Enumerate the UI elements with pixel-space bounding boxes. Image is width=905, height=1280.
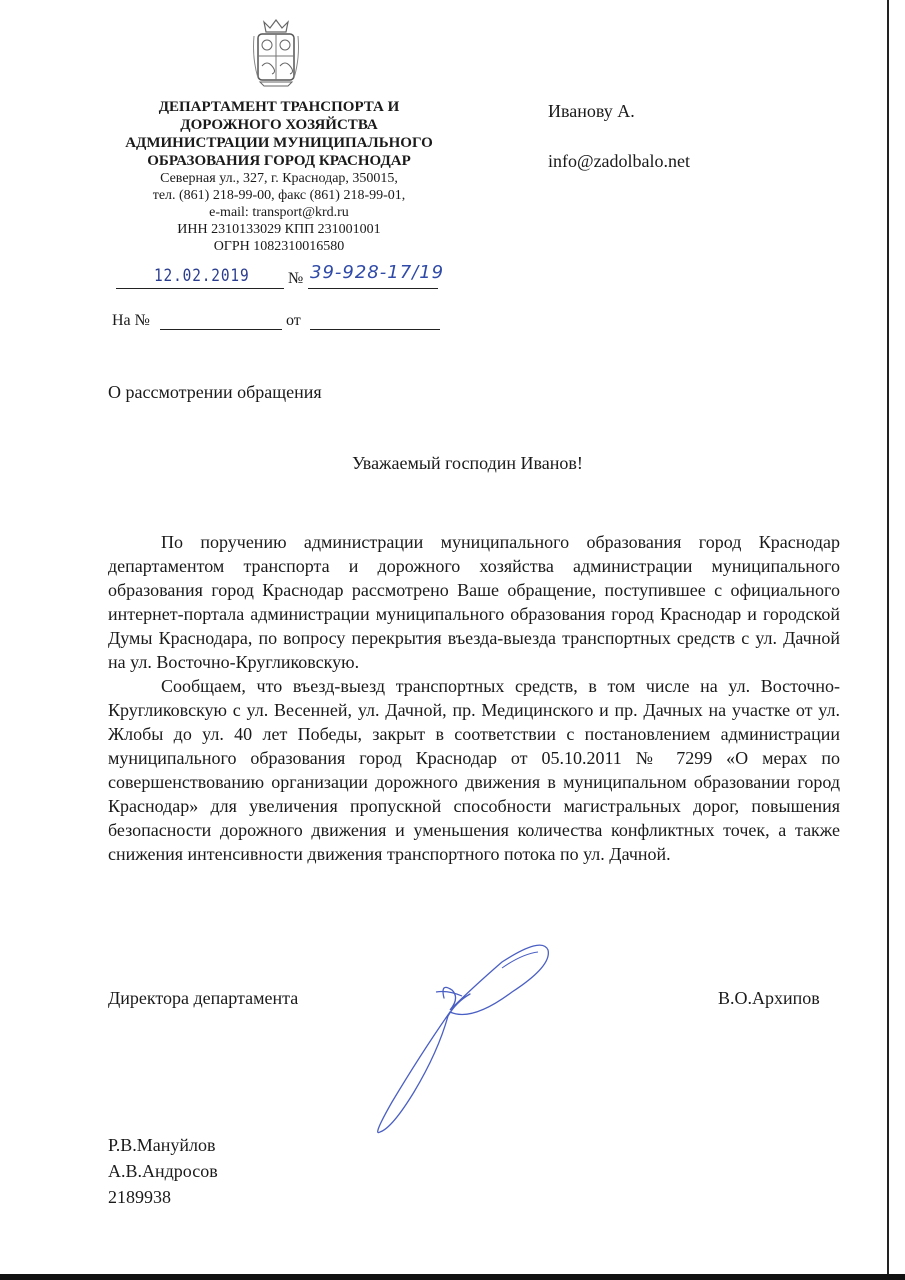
number-label: №: [288, 270, 304, 287]
reference-row: [112, 312, 452, 334]
scan-edge-right: [887, 0, 905, 1280]
reference-number-blank: [160, 329, 282, 330]
dept-email: e-mail: transport@krd.ru: [209, 205, 349, 220]
registration-date-stamp: 12.02.2019: [154, 266, 250, 286]
date-underline: [116, 288, 284, 289]
reference-from-label: от: [286, 312, 301, 329]
letter-greeting: Уважаемый господин Иванов!: [352, 453, 583, 473]
signer-name: В.О.Архипов: [718, 988, 820, 1008]
dept-name-line: ДЕПАРТАМЕНТ ТРАНСПОРТА И: [158, 99, 400, 115]
dept-address: Северная ул., 327, г. Краснодар, 350015,: [160, 171, 398, 186]
registration-row: [112, 262, 452, 292]
number-underline: [308, 288, 438, 289]
dept-name-line: ОБРАЗОВАНИЯ ГОРОД КРАСНОДАР: [147, 153, 411, 169]
executor-name: А.В.Андросов: [108, 1161, 218, 1181]
scan-edge-bottom: [0, 1274, 905, 1280]
signer-title: Директора департамента: [108, 988, 299, 1008]
handwritten-signature-icon: [352, 932, 562, 1142]
executor-name: Р.В.Мануйлов: [108, 1135, 216, 1155]
recipient-name: Иванову А.: [548, 101, 635, 121]
executors-block: [108, 1132, 218, 1210]
reference-date-blank: [310, 329, 440, 330]
letter-subject: О рассмотрении обращения: [108, 382, 322, 402]
executor-phone: 2189938: [108, 1187, 171, 1207]
recipient-email: info@zadolbalo.net: [548, 151, 691, 171]
registration-number-handwritten: 39-928-17/19: [310, 262, 445, 283]
letter-body: [108, 530, 840, 866]
dept-name-line: ДОРОЖНОГО ХОЗЯЙСТВА: [180, 117, 378, 133]
department-header: [108, 98, 450, 255]
dept-name-line: АДМИНИСТРАЦИИ МУНИЦИПАЛЬНОГО: [125, 135, 433, 151]
body-paragraph: По поручению администрации муниципального образования город Краснодар департаментом транспорта и дорожного хозяйства администрации муниципального образования город Краснодар рассмотрено Ваше обращение, поступившее с официального интернет-портала администрации муниципального образования город Краснодар и городской Думы Краснодара, по вопросу перекрытия въезда-выезда транспортных средств с ул. Дачной на ул. Восточно-Кругликовскую.: [108, 532, 840, 672]
dept-inn: ИНН 2310133029 КПП 231001001: [177, 222, 381, 237]
reference-number-label: На №: [112, 312, 150, 329]
dept-phone: тел. (861) 218-99-00, факс (861) 218-99-01,: [152, 188, 406, 203]
dept-ogrn: ОГРН 1082310016580: [213, 239, 345, 254]
coat-of-arms-icon: [250, 16, 302, 88]
body-paragraph: Сообщаем, что въезд-выезд транспортных средств, в том числе на ул. Восточно-Кругликовскую с ул. Весенней, ул. Дачной, пр. Медицинского и пр. Дачных на участке от ул. Жлобы до ул. 40 лет Победы, закрыт в соответствии с постановлением администрации муниципального образования город Краснодар от 05.10.2011 № 7299 «О мерах по совершенствованию организации дорожного движения в муниципальном образовании город Краснодар» для увеличения пропускной способности магистральных дорог, повышения безопасности дорожного движения и уменьшения количества конфликтных точек, а также снижения интенсивности движения транспортного потока по ул. Дачной.: [108, 676, 840, 864]
